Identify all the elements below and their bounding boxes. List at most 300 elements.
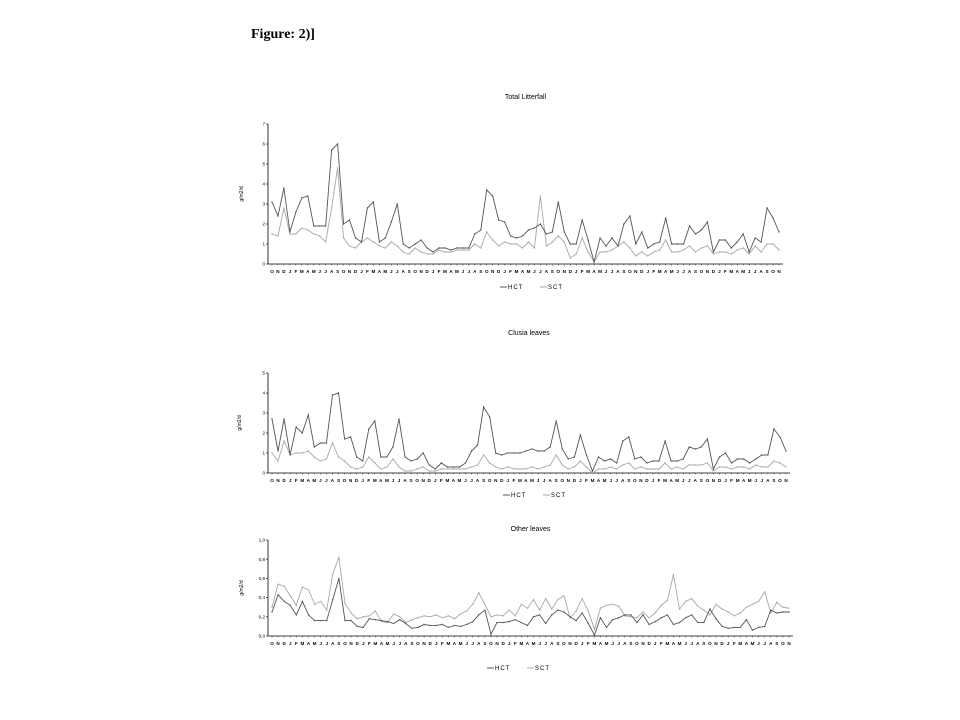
data-point-hct bbox=[456, 247, 457, 248]
x-tick-label: J bbox=[324, 269, 327, 274]
data-point-hct bbox=[531, 448, 532, 449]
x-tick-label: A bbox=[548, 478, 552, 483]
x-tick-label: J bbox=[325, 478, 328, 483]
data-point-sct bbox=[587, 251, 588, 252]
data-point-sct bbox=[630, 616, 631, 617]
data-point-sct bbox=[622, 464, 623, 465]
data-point-hct bbox=[375, 619, 376, 620]
x-tick-label: S bbox=[556, 641, 560, 646]
data-point-hct bbox=[308, 414, 309, 415]
data-point-sct bbox=[685, 601, 686, 602]
chart-3 bbox=[239, 526, 793, 672]
x-tick-label: D bbox=[720, 641, 724, 646]
data-point-sct bbox=[429, 470, 430, 471]
data-point-sct bbox=[349, 245, 350, 246]
data-point-hct bbox=[441, 462, 442, 463]
data-point-hct bbox=[522, 235, 523, 236]
x-tick-label: J bbox=[542, 478, 546, 483]
x-tick-label: A bbox=[330, 478, 335, 483]
x-tick-label: D bbox=[282, 478, 286, 483]
data-point-sct bbox=[552, 241, 553, 242]
data-point-hct bbox=[474, 233, 475, 234]
data-point-hct bbox=[331, 149, 332, 150]
x-tick-label: A bbox=[693, 478, 697, 483]
x-tick-label: J bbox=[604, 269, 608, 274]
data-point-hct bbox=[393, 623, 394, 624]
x-tick-label: O bbox=[484, 269, 489, 274]
data-point-sct bbox=[676, 466, 677, 467]
x-tick-label: J bbox=[682, 269, 685, 274]
data-point-hct bbox=[521, 622, 522, 623]
x-tick-label: A bbox=[621, 478, 625, 483]
x-tick-label: M bbox=[677, 641, 682, 646]
x-tick-label: J bbox=[611, 641, 614, 646]
x-tick-label: A bbox=[696, 641, 700, 646]
data-point-hct bbox=[782, 611, 783, 612]
data-point-sct bbox=[462, 249, 463, 250]
data-point-sct bbox=[344, 460, 345, 461]
data-point-hct bbox=[271, 418, 272, 419]
data-point-sct bbox=[410, 470, 411, 471]
x-tick-label: J bbox=[580, 641, 584, 646]
data-point-sct bbox=[755, 464, 756, 465]
series-line-hct bbox=[272, 393, 786, 471]
x-tick-label: O bbox=[415, 478, 419, 483]
x-tick-label: A bbox=[331, 641, 335, 646]
x-tick-label: F bbox=[437, 269, 441, 274]
data-point-hct bbox=[484, 609, 485, 610]
data-point-hct bbox=[586, 454, 587, 455]
data-point-hct bbox=[734, 627, 735, 628]
data-point-sct bbox=[307, 229, 308, 230]
data-point-sct bbox=[618, 606, 619, 607]
data-point-hct bbox=[689, 225, 690, 226]
data-point-hct bbox=[788, 611, 789, 612]
data-point-hct bbox=[343, 223, 344, 224]
data-point-sct bbox=[453, 468, 454, 469]
data-point-hct bbox=[355, 237, 356, 238]
data-point-hct bbox=[422, 452, 423, 453]
x-tick-label: O bbox=[270, 641, 274, 646]
x-tick-label: N bbox=[639, 478, 643, 483]
data-point-hct bbox=[776, 612, 777, 613]
data-point-hct bbox=[618, 617, 619, 618]
x-tick-label: J bbox=[760, 478, 764, 483]
data-point-hct bbox=[290, 605, 291, 606]
x-tick-label: D bbox=[355, 641, 359, 646]
data-point-sct bbox=[667, 600, 668, 601]
data-point-sct bbox=[533, 599, 534, 600]
data-point-hct bbox=[528, 229, 529, 230]
data-point-sct bbox=[564, 241, 565, 242]
data-point-sct bbox=[480, 247, 481, 248]
data-point-sct bbox=[689, 464, 690, 465]
data-point-hct bbox=[338, 392, 339, 393]
data-point-hct bbox=[773, 428, 774, 429]
data-point-hct bbox=[442, 624, 443, 625]
y-tick-label: 3 bbox=[262, 201, 265, 207]
data-point-sct bbox=[471, 466, 472, 467]
y-tick-label: 4 bbox=[262, 181, 265, 187]
data-point-sct bbox=[295, 452, 296, 453]
x-tick-label: D bbox=[354, 478, 359, 483]
data-point-sct bbox=[695, 464, 696, 465]
data-point-hct bbox=[713, 251, 714, 252]
data-point-hct bbox=[403, 243, 404, 244]
x-tick-label: J bbox=[538, 641, 541, 646]
data-point-hct bbox=[635, 243, 636, 244]
data-point-sct bbox=[314, 604, 315, 605]
x-tick-label: M bbox=[443, 269, 447, 274]
x-tick-label: F bbox=[367, 478, 371, 483]
x-tick-label: J bbox=[318, 269, 321, 274]
y-tick-label: 0,6 bbox=[258, 576, 265, 581]
data-point-sct bbox=[600, 607, 601, 608]
data-point-hct bbox=[761, 454, 762, 455]
x-tick-label: J bbox=[288, 269, 292, 274]
x-tick-label: J bbox=[747, 269, 751, 274]
x-tick-label: O bbox=[635, 641, 639, 646]
x-tick-label: F bbox=[513, 641, 517, 646]
data-point-hct bbox=[277, 594, 278, 595]
legend-label-sct: SCT bbox=[548, 285, 563, 291]
y-tick-label: 3 bbox=[262, 410, 265, 416]
x-tick-label: S bbox=[622, 269, 626, 274]
data-point-sct bbox=[695, 251, 696, 252]
x-tick-label: D bbox=[640, 269, 644, 274]
data-point-hct bbox=[552, 231, 553, 232]
data-point-sct bbox=[466, 610, 467, 611]
data-point-hct bbox=[630, 614, 631, 615]
data-point-sct bbox=[629, 247, 630, 248]
data-point-sct bbox=[760, 251, 761, 252]
data-point-sct bbox=[283, 585, 284, 586]
x-tick-label: O bbox=[556, 269, 561, 274]
data-point-hct bbox=[725, 239, 726, 240]
x-tick-label: N bbox=[705, 269, 710, 274]
x-tick-label: A bbox=[449, 269, 453, 274]
data-point-hct bbox=[770, 609, 771, 610]
data-point-hct bbox=[676, 460, 677, 461]
data-point-sct bbox=[636, 617, 637, 618]
data-point-hct bbox=[289, 231, 290, 232]
y-tick-label: 0 bbox=[262, 470, 265, 476]
data-point-sct bbox=[319, 235, 320, 236]
x-tick-label: J bbox=[539, 269, 542, 274]
data-point-sct bbox=[313, 233, 314, 234]
x-tick-label: M bbox=[602, 478, 607, 483]
y-tick-label: 1,0 bbox=[258, 537, 265, 543]
data-point-hct bbox=[405, 623, 406, 624]
data-point-hct bbox=[460, 626, 461, 627]
data-point-hct bbox=[598, 456, 599, 457]
data-point-hct bbox=[562, 448, 563, 449]
data-point-hct bbox=[587, 239, 588, 240]
data-point-hct bbox=[671, 243, 672, 244]
x-tick-label: A bbox=[377, 269, 382, 274]
data-point-sct bbox=[719, 251, 720, 252]
data-point-sct bbox=[749, 468, 750, 469]
data-point-hct bbox=[647, 247, 648, 248]
data-point-hct bbox=[558, 201, 559, 202]
data-point-sct bbox=[301, 227, 302, 228]
data-point-sct bbox=[277, 583, 278, 584]
data-point-sct bbox=[489, 462, 490, 463]
x-tick-label: M bbox=[604, 641, 609, 646]
data-point-hct bbox=[556, 420, 557, 421]
x-tick-label: M bbox=[665, 641, 670, 646]
data-point-hct bbox=[727, 628, 728, 629]
data-point-hct bbox=[477, 444, 478, 445]
data-point-hct bbox=[721, 626, 722, 627]
data-point-hct bbox=[471, 450, 472, 451]
data-point-sct bbox=[785, 466, 786, 467]
data-point-hct bbox=[533, 616, 534, 617]
x-tick-label: A bbox=[379, 478, 383, 483]
data-point-hct bbox=[496, 622, 497, 623]
data-point-sct bbox=[502, 615, 503, 616]
data-point-hct bbox=[653, 243, 654, 244]
data-point-sct bbox=[697, 606, 698, 607]
data-point-hct bbox=[581, 219, 582, 220]
data-point-sct bbox=[448, 615, 449, 616]
x-tick-label: A bbox=[403, 478, 407, 483]
x-tick-label: O bbox=[628, 269, 632, 274]
x-tick-label: A bbox=[769, 641, 773, 646]
data-point-sct bbox=[788, 607, 789, 608]
x-tick-label: M bbox=[514, 269, 519, 274]
data-point-hct bbox=[715, 618, 716, 619]
data-point-hct bbox=[489, 416, 490, 417]
chart-title: Clusia leaves bbox=[508, 330, 550, 337]
x-tick-label: D bbox=[427, 478, 431, 483]
x-tick-label: F bbox=[294, 269, 298, 274]
data-point-sct bbox=[271, 233, 272, 234]
x-tick-label: A bbox=[744, 641, 749, 646]
x-tick-label: J bbox=[574, 269, 578, 274]
data-point-sct bbox=[492, 239, 493, 240]
data-point-sct bbox=[543, 466, 544, 467]
data-point-sct bbox=[490, 616, 491, 617]
data-point-sct bbox=[290, 595, 291, 596]
x-tick-label: N bbox=[419, 269, 423, 274]
data-point-hct bbox=[740, 627, 741, 628]
data-point-sct bbox=[420, 251, 421, 252]
x-tick-label: S bbox=[765, 269, 769, 274]
data-point-sct bbox=[661, 605, 662, 606]
x-tick-label: M bbox=[590, 478, 595, 483]
x-tick-label: A bbox=[687, 269, 692, 274]
data-point-hct bbox=[743, 458, 744, 459]
data-point-sct bbox=[546, 245, 547, 246]
data-point-sct bbox=[713, 470, 714, 471]
x-tick-label: J bbox=[464, 478, 467, 483]
data-point-sct bbox=[521, 604, 522, 605]
x-tick-label: J bbox=[319, 641, 322, 646]
x-tick-label: S bbox=[554, 478, 558, 483]
data-point-sct bbox=[460, 613, 461, 614]
data-point-hct bbox=[398, 418, 399, 419]
data-point-sct bbox=[707, 462, 708, 463]
x-tick-label: J bbox=[470, 478, 473, 483]
data-point-sct bbox=[496, 614, 497, 615]
x-tick-label: N bbox=[566, 478, 570, 483]
x-tick-label: O bbox=[705, 478, 710, 483]
data-point-sct bbox=[325, 241, 326, 242]
data-point-hct bbox=[563, 611, 564, 612]
x-tick-label: O bbox=[487, 478, 492, 483]
data-point-hct bbox=[743, 233, 744, 234]
data-point-sct bbox=[338, 456, 339, 457]
legend-label-hct: HCT bbox=[508, 285, 524, 291]
data-point-hct bbox=[302, 601, 303, 602]
data-point-sct bbox=[528, 241, 529, 242]
x-tick-label: D bbox=[501, 641, 505, 646]
data-point-sct bbox=[320, 460, 321, 461]
data-point-sct bbox=[773, 460, 774, 461]
legend-label-hct: HCT bbox=[511, 493, 527, 499]
x-tick-label: A bbox=[524, 478, 528, 483]
data-point-hct bbox=[326, 442, 327, 443]
x-tick-label: F bbox=[294, 641, 298, 646]
data-point-sct bbox=[441, 468, 442, 469]
data-point-hct bbox=[557, 609, 558, 610]
x-tick-label: J bbox=[433, 478, 437, 483]
x-tick-label: O bbox=[562, 641, 566, 646]
data-point-sct bbox=[734, 615, 735, 616]
data-point-sct bbox=[725, 251, 726, 252]
data-point-hct bbox=[719, 456, 720, 457]
data-point-sct bbox=[484, 604, 485, 605]
data-point-hct bbox=[308, 614, 309, 615]
data-point-hct bbox=[545, 623, 546, 624]
data-point-sct bbox=[436, 614, 437, 615]
x-tick-label: S bbox=[699, 478, 703, 483]
x-tick-label: O bbox=[341, 269, 346, 274]
x-tick-label: M bbox=[445, 478, 450, 483]
x-tick-label: N bbox=[784, 478, 788, 483]
data-point-sct bbox=[429, 616, 430, 617]
data-point-hct bbox=[319, 225, 320, 226]
data-point-hct bbox=[350, 436, 351, 437]
series-line-sct bbox=[272, 168, 779, 262]
data-point-sct bbox=[444, 251, 445, 252]
data-point-sct bbox=[713, 253, 714, 254]
data-point-sct bbox=[356, 468, 357, 469]
x-tick-label: M bbox=[458, 641, 463, 646]
data-point-sct bbox=[386, 466, 387, 467]
data-point-sct bbox=[683, 468, 684, 469]
x-tick-label: J bbox=[319, 478, 322, 483]
data-point-sct bbox=[764, 591, 765, 592]
data-point-hct bbox=[468, 247, 469, 248]
x-tick-label: D bbox=[572, 478, 577, 483]
data-point-sct bbox=[679, 608, 680, 609]
data-point-sct bbox=[362, 466, 363, 467]
x-tick-label: D bbox=[428, 641, 432, 646]
data-point-hct bbox=[564, 231, 565, 232]
x-tick-label: S bbox=[407, 269, 411, 274]
data-point-sct bbox=[599, 251, 600, 252]
data-point-sct bbox=[673, 574, 674, 575]
x-tick-label: J bbox=[360, 269, 363, 274]
data-point-hct bbox=[404, 456, 405, 457]
data-point-hct bbox=[640, 456, 641, 457]
x-tick-label: J bbox=[536, 478, 540, 483]
x-tick-label: N bbox=[634, 269, 638, 274]
data-point-hct bbox=[665, 217, 666, 218]
x-tick-label: M bbox=[526, 269, 531, 274]
data-point-hct bbox=[709, 608, 710, 609]
x-tick-label: F bbox=[732, 641, 736, 646]
data-point-sct bbox=[373, 241, 374, 242]
x-tick-label: D bbox=[282, 269, 286, 274]
x-tick-label: M bbox=[446, 641, 451, 646]
data-point-hct bbox=[713, 468, 714, 469]
y-tick-label: 5 bbox=[262, 161, 265, 167]
x-tick-label: A bbox=[452, 641, 457, 646]
data-point-hct bbox=[356, 626, 357, 627]
data-point-sct bbox=[350, 466, 351, 467]
data-point-hct bbox=[350, 620, 351, 621]
data-point-hct bbox=[667, 614, 668, 615]
data-point-sct bbox=[271, 607, 272, 608]
x-tick-label: S bbox=[772, 478, 776, 483]
y-tick-label: 0,8 bbox=[258, 556, 265, 562]
data-point-sct bbox=[540, 195, 541, 196]
legend-label-hct: HCT bbox=[495, 666, 511, 672]
data-point-hct bbox=[414, 243, 415, 244]
data-point-hct bbox=[314, 446, 315, 447]
data-point-sct bbox=[283, 207, 284, 208]
data-point-hct bbox=[628, 436, 629, 437]
data-point-sct bbox=[725, 466, 726, 467]
x-tick-label: J bbox=[579, 478, 582, 483]
data-point-sct bbox=[308, 589, 309, 590]
data-point-sct bbox=[612, 604, 613, 605]
x-tick-label: O bbox=[343, 641, 347, 646]
data-point-hct bbox=[670, 460, 671, 461]
data-point-hct bbox=[326, 620, 327, 621]
data-point-hct bbox=[543, 450, 544, 451]
data-point-sct bbox=[761, 466, 762, 467]
data-point-hct bbox=[588, 623, 589, 624]
data-point-sct bbox=[393, 613, 394, 614]
x-tick-label: J bbox=[617, 641, 620, 646]
data-point-hct bbox=[755, 458, 756, 459]
y-tick-label: 0,2 bbox=[258, 614, 265, 620]
data-point-sct bbox=[454, 618, 455, 619]
data-point-sct bbox=[283, 440, 284, 441]
data-point-hct bbox=[454, 625, 455, 626]
data-point-hct bbox=[642, 614, 643, 615]
x-tick-label: M bbox=[383, 269, 388, 274]
data-point-sct bbox=[575, 610, 576, 611]
y-tick-label: 0 bbox=[262, 261, 265, 267]
data-point-hct bbox=[367, 207, 368, 208]
data-point-hct bbox=[516, 237, 517, 238]
x-tick-label: J bbox=[718, 269, 721, 274]
x-tick-label: O bbox=[270, 478, 274, 483]
data-point-sct bbox=[495, 466, 496, 467]
data-point-hct bbox=[731, 462, 732, 463]
x-tick-label: J bbox=[325, 641, 329, 646]
data-point-sct bbox=[743, 247, 744, 248]
data-point-sct bbox=[277, 235, 278, 236]
data-point-hct bbox=[701, 446, 702, 447]
x-tick-label: A bbox=[306, 478, 310, 483]
data-point-hct bbox=[502, 622, 503, 623]
